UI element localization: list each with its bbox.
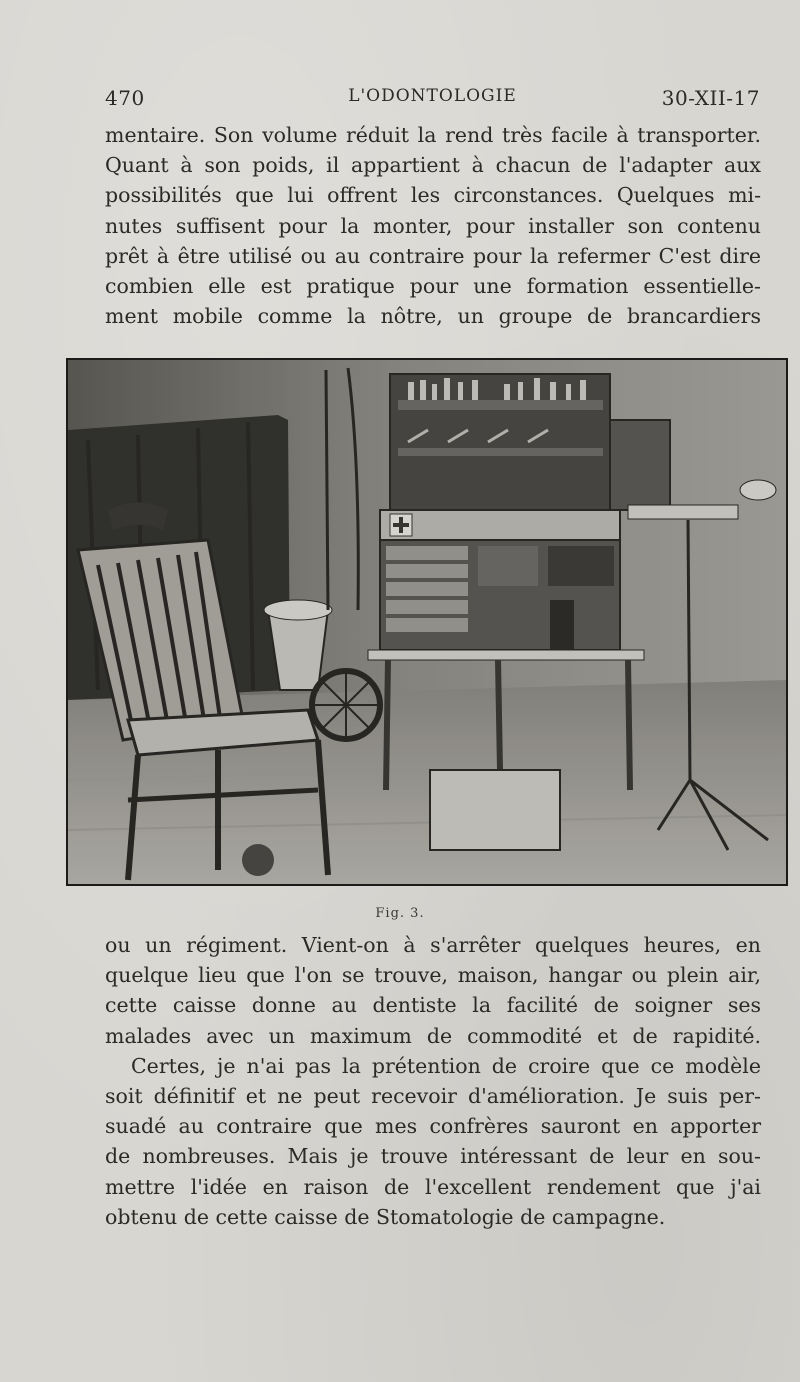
text-line: Certes, je n'ai pas la prétention de croire que ce modèle — [131, 1053, 761, 1078]
text-line: mettre l'idée en raison de l'excellent rendement que j'ai — [105, 1174, 761, 1199]
top-paragraph — [105, 120, 761, 331]
text-line: ou un régiment. Vient-on à s'arrêter quelques heures, en — [105, 933, 761, 957]
page-number: 470 — [105, 86, 145, 110]
text-line: nutes suffisent pour la monter, pour installer son contenu — [105, 213, 761, 238]
journal-title: L'ODONTOLOGIE — [348, 86, 517, 106]
issue-date: 30-XII-17 — [661, 86, 760, 110]
figure-caption: Fig. 3. — [375, 906, 425, 921]
figure-photograph — [66, 358, 788, 886]
text-line: de nombreuses. Mais je trouve intéressant de leur en sou- — [105, 1144, 761, 1169]
text-line: Quant à son poids, il appartient à chacun de l'adapter aux — [105, 153, 761, 178]
text-line: soit définitif et ne peut recevoir d'amélioration. Je suis per- — [105, 1084, 761, 1109]
text-line: mentaire. Son volume réduit la rend très facile à transporter. — [105, 123, 761, 147]
text-line: prêt à être utilisé ou au contraire pour la refermer C'est dire — [105, 243, 761, 268]
text-line: quelque lieu que l'on se trouve, maison, hangar ou plein air, — [105, 963, 761, 988]
dental-field-kit-photo — [68, 360, 786, 884]
text-line: obtenu de cette caisse de Stomatologie de campagne. — [105, 1204, 666, 1229]
text-line: malades avec un maximum de commodité et de rapidité. — [105, 1023, 761, 1048]
text-line: ment mobile comme la nôtre, un groupe de brancardiers — [105, 304, 761, 329]
text-line: suadé au contraire que mes confrères sauront en apporter — [105, 1114, 761, 1139]
running-head — [105, 86, 760, 116]
bottom-paragraphs — [105, 930, 761, 1232]
text-line: combien elle est pratique pour une formation essentielle- — [105, 274, 761, 299]
text-line: cette caisse donne au dentiste la facilité de soigner ses — [105, 993, 761, 1018]
text-line: possibilités que lui offrent les circonstances. Quelques mi- — [105, 183, 761, 208]
